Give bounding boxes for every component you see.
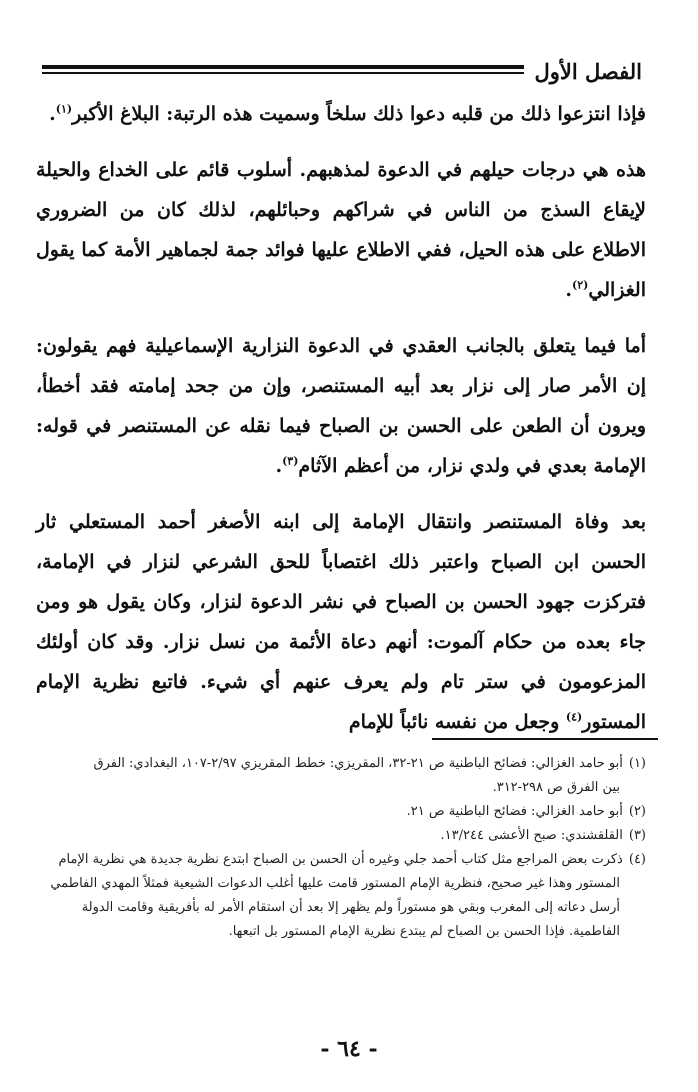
paragraph-2 <box>36 150 646 310</box>
paragraph-1-end: . <box>49 103 56 125</box>
footnote-number: (١) <box>628 756 646 771</box>
paragraph-2-end: . <box>565 279 573 301</box>
paragraph-3-text: أما فيما يتعلق بالجانب العقدي في الدعوة النزارية الإسماعيلية فهم يقولون: إن الأمر صار إلى نزار بعد أبيه المستنصر، وإن من جحد إمامته فقد أخطأ، ويرون أن الطعن على الحسن بن الصباح فيما نقله عن المستنصر في قوله: الإمامة بعدي في ولدي نزار، من أعظم الآثام <box>36 335 646 477</box>
footnote-4 <box>40 848 646 872</box>
footnote-text: أبو حامد الغزالي: فضائح الباطنية ص ٢١-٣٢، المقريزي: خطط المقريزي ٢/٩٧-١٠٧، البغدادي: الفرق <box>93 756 623 771</box>
paragraph-4 <box>36 502 646 742</box>
body-text <box>36 94 646 742</box>
paragraph-1 <box>36 94 646 134</box>
header-rule <box>42 65 524 74</box>
footnote-text: القلقشندي: صبح الأعشى ١٣/٢٤٤. <box>440 828 623 843</box>
footnote-ref-1: (١) <box>55 102 73 116</box>
footnote-number: (٢) <box>628 804 646 819</box>
page-number: - ٦٤ - <box>320 1036 378 1062</box>
footnote-ref-3: (٣) <box>282 454 299 468</box>
footnote-text: ذكرت بعض المراجع مثل كتاب أحمد جلي وغيره أن الحسن بن الصباح ابتدع نظرية جديدة هي نظرية الإمام <box>58 852 623 867</box>
footnotes <box>40 752 646 944</box>
footnote-ref-2: (٢) <box>572 278 589 292</box>
footnote-3 <box>40 824 646 848</box>
paragraph-3-end: . <box>275 455 283 477</box>
header-rule-thick <box>42 65 524 69</box>
footnote-1-continued: بين الفرق ص ٢٩٨-٣١٢. <box>492 780 620 795</box>
paragraph-3 <box>36 326 646 486</box>
footnote-2 <box>40 800 646 824</box>
paragraph-1-text: فإذا انتزعوا ذلك من قلبه دعوا ذلك سلخاً وسميت هذه الرتبة: البلاغ الأكبر <box>72 103 646 125</box>
footnote-4-continued: المستور وهذا غير صحيح، فنظرية الإمام المستور قامت عليها أغلب الدعوات الشيعية فمثلاً المهدي الفاطمي أرسل دعاته إلى المغرب وبقي هو مستوراً ولم يظهر إلا بعد أن استقام الأمر له بأفريقية وقامت الدولة الفاطمية. فإذا الحسن بن الصباح لم يبتدع نظرية الإمام المستور بل اتبعها. <box>50 876 620 939</box>
chapter-title: الفصل الأول <box>534 59 642 84</box>
paragraph-2-text: هذه هي درجات حيلهم في الدعوة لمذهبهم. أسلوب قائم على الخداع والحيلة لإيقاع السذج من الناس في شراكهم وحبائلهم، لذلك كان من الضروري الاطلاع على هذه الحيل، ففي الاطلاع عليها فوائد جمة لجماهير الأمة كما يقول الغزالي <box>36 159 646 301</box>
header-rule-thin <box>42 72 524 74</box>
footnote-number: (٤) <box>628 852 646 867</box>
footnote-number: (٣) <box>628 828 646 843</box>
paragraph-4-tail: وجعل من نفسه نائباً للإمام <box>348 711 566 733</box>
running-header <box>42 55 642 95</box>
paragraph-4-text: بعد وفاة المستنصر وانتقال الإمامة إلى ابنه الأصغر أحمد المستعلي ثار الحسن ابن الصباح واعتبر ذلك اغتصاباً للحق الشرعي لنزار في الإمامة، فتركزت جهود الحسن بن الصباح في نشر الدعوة لنزار، وكان يقول هو ومن جاء بعده من حكام آلموت: أنهم دعاة الأئمة من نسل نزار. وقد كان أولئك المزعومون في ستر تام ولم يعرف عنهم أي شيء. فاتبع نظرية الإمام المستور <box>36 511 646 733</box>
footnote-1 <box>40 752 646 776</box>
footnote-separator <box>432 738 658 740</box>
footnote-text: أبو حامد الغزالي: فضائح الباطنية ص ٢١. <box>406 804 623 819</box>
footnote-ref-4: (٤) <box>565 710 583 724</box>
